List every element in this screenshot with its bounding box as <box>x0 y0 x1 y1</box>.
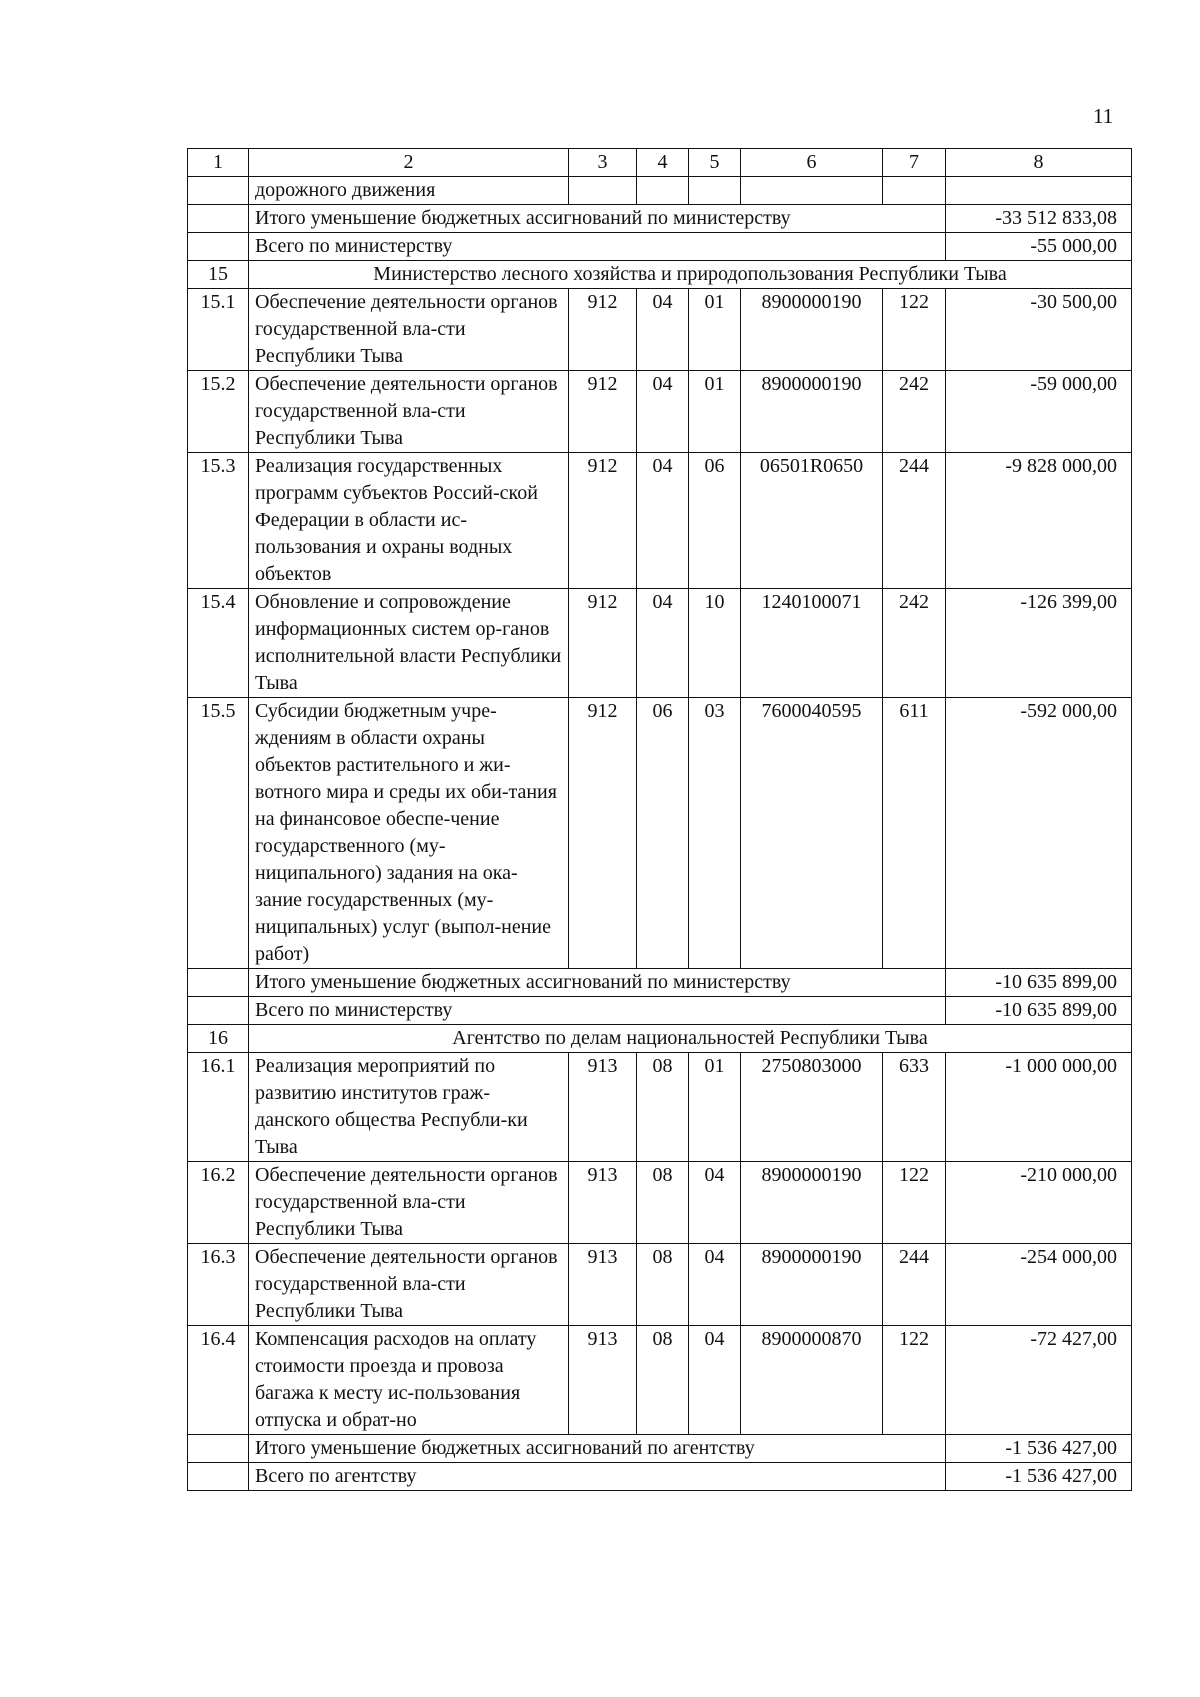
row-code-3: 912 <box>569 698 637 969</box>
row-code-3: 913 <box>569 1326 637 1435</box>
column-header-row <box>188 149 1132 177</box>
section-title: Агентство по делам национальностей Республики Тыва <box>249 1025 1132 1053</box>
row-code-4: 08 <box>637 1162 689 1244</box>
total-label: Всего по министерству <box>249 997 946 1025</box>
row-code-5: 04 <box>689 1244 741 1326</box>
column-header: 3 <box>569 149 637 177</box>
total-amount: -1 536 427,00 <box>946 1435 1132 1463</box>
row-code-6: 7600040595 <box>741 698 883 969</box>
total-row <box>188 969 1132 997</box>
row-name: Реализация государственных программ субъектов Россий-ской Федерации в области ис-пользования и охраны водных объектов <box>249 453 569 589</box>
row-code-5: 01 <box>689 371 741 453</box>
row-name: Обновление и сопровождение информационных систем ор-ганов исполнительной власти Республики Тыва <box>249 589 569 698</box>
column-header: 2 <box>249 149 569 177</box>
row-amount: -126 399,00 <box>946 589 1132 698</box>
column-header: 1 <box>188 149 249 177</box>
column-header: 8 <box>946 149 1132 177</box>
row-code-5: 01 <box>689 289 741 371</box>
row-code-3: 912 <box>569 371 637 453</box>
total-row <box>188 997 1132 1025</box>
row-name: Компенсация расходов на оплату стоимости проезда и провоза багажа к месту ис-пользования отпуска и обрат-но <box>249 1326 569 1435</box>
row-code-7: 242 <box>883 371 946 453</box>
total-amount: -55 000,00 <box>946 233 1132 261</box>
page-number: 11 <box>1093 104 1114 128</box>
row-code-6: 8900000190 <box>741 1244 883 1326</box>
row-code-6: 06501R0650 <box>741 453 883 589</box>
total-row <box>188 205 1132 233</box>
row-code-3: 912 <box>569 453 637 589</box>
row-code-3: 913 <box>569 1162 637 1244</box>
column-header: 7 <box>883 149 946 177</box>
row-code-7: 122 <box>883 289 946 371</box>
row-amount: -210 000,00 <box>946 1162 1132 1244</box>
table-row <box>188 1244 1132 1326</box>
table-row <box>188 289 1132 371</box>
row-code-7: 633 <box>883 1053 946 1162</box>
budget-table <box>187 148 1132 1491</box>
row-code-4: 06 <box>637 698 689 969</box>
column-header: 4 <box>637 149 689 177</box>
row-code-5: 10 <box>689 589 741 698</box>
row-code-4: 08 <box>637 1326 689 1435</box>
row-code-6: 8900000190 <box>741 1162 883 1244</box>
row-name: Обеспечение деятельности органов государственной вла-сти Республики Тыва <box>249 1244 569 1326</box>
row-name: Реализация мероприятий по развитию институтов граж-данского общества Республи-ки Тыва <box>249 1053 569 1162</box>
row-name: Обеспечение деятельности органов государственной вла-сти Республики Тыва <box>249 371 569 453</box>
row-code-7: 122 <box>883 1162 946 1244</box>
table-row <box>188 1053 1132 1162</box>
table-row <box>188 1326 1132 1435</box>
total-amount: -10 635 899,00 <box>946 969 1132 997</box>
row-code-6: 8900000190 <box>741 371 883 453</box>
row-code-7: 611 <box>883 698 946 969</box>
row-number: 16.2 <box>188 1162 249 1244</box>
row-amount: -592 000,00 <box>946 698 1132 969</box>
row-number: 16.4 <box>188 1326 249 1435</box>
section-title: Министерство лесного хозяйства и природопользования Республики Тыва <box>249 261 1132 289</box>
table-row <box>188 453 1132 589</box>
row-number: 15.1 <box>188 289 249 371</box>
row-code-5: 06 <box>689 453 741 589</box>
row-number: 15.4 <box>188 589 249 698</box>
row-code-7: 242 <box>883 589 946 698</box>
column-header: 6 <box>741 149 883 177</box>
row-code-4: 04 <box>637 371 689 453</box>
row-code-7: 122 <box>883 1326 946 1435</box>
table-row <box>188 1162 1132 1244</box>
column-header: 5 <box>689 149 741 177</box>
row-amount: -9 828 000,00 <box>946 453 1132 589</box>
row-code-3: 913 <box>569 1244 637 1326</box>
row-code-6: 8900000870 <box>741 1326 883 1435</box>
row-amount: -59 000,00 <box>946 371 1132 453</box>
total-row <box>188 233 1132 261</box>
row-amount: -72 427,00 <box>946 1326 1132 1435</box>
row-code-5: 04 <box>689 1326 741 1435</box>
row-code-7: 244 <box>883 1244 946 1326</box>
row-code-4: 04 <box>637 289 689 371</box>
section-header-row <box>188 1025 1132 1053</box>
row-code-4: 08 <box>637 1244 689 1326</box>
continuation-text: дорожного движения <box>249 177 569 205</box>
total-row <box>188 1435 1132 1463</box>
row-code-5: 04 <box>689 1162 741 1244</box>
total-amount: -10 635 899,00 <box>946 997 1132 1025</box>
total-label: Итого уменьшение бюджетных ассигнований по агентству <box>249 1435 946 1463</box>
row-code-5: 01 <box>689 1053 741 1162</box>
table-row <box>188 371 1132 453</box>
row-code-7: 244 <box>883 453 946 589</box>
total-amount: -33 512 833,08 <box>946 205 1132 233</box>
row-code-6: 1240100071 <box>741 589 883 698</box>
row-code-3: 912 <box>569 589 637 698</box>
row-code-4: 04 <box>637 589 689 698</box>
row-name: Обеспечение деятельности органов государственной вла-сти Республики Тыва <box>249 289 569 371</box>
row-name: Обеспечение деятельности органов государственной вла-сти Республики Тыва <box>249 1162 569 1244</box>
row-code-3: 912 <box>569 289 637 371</box>
continuation-row <box>188 177 1132 205</box>
total-label: Итого уменьшение бюджетных ассигнований по министерству <box>249 205 946 233</box>
row-amount: -1 000 000,00 <box>946 1053 1132 1162</box>
table-row <box>188 698 1132 969</box>
row-amount: -254 000,00 <box>946 1244 1132 1326</box>
row-number: 15.3 <box>188 453 249 589</box>
row-code-6: 8900000190 <box>741 289 883 371</box>
row-code-4: 04 <box>637 453 689 589</box>
row-code-3: 913 <box>569 1053 637 1162</box>
row-name: Субсидии бюджетным учре-ждениям в области охраны объектов растительного и жи-вотного мира и среды их оби-тания на финансовое обеспе-чение государственного (му-ниципального) задания на ока-зание государственных (му-ниципальных) услуг (выпол-нение работ) <box>249 698 569 969</box>
row-number: 16.1 <box>188 1053 249 1162</box>
table-row <box>188 589 1132 698</box>
total-label: Всего по министерству <box>249 233 946 261</box>
row-code-6: 2750803000 <box>741 1053 883 1162</box>
total-row <box>188 1463 1132 1491</box>
section-number: 15 <box>188 261 249 289</box>
section-header-row <box>188 261 1132 289</box>
row-number: 16.3 <box>188 1244 249 1326</box>
row-number: 15.2 <box>188 371 249 453</box>
total-amount: -1 536 427,00 <box>946 1463 1132 1491</box>
row-number: 15.5 <box>188 698 249 969</box>
row-code-5: 03 <box>689 698 741 969</box>
section-number: 16 <box>188 1025 249 1053</box>
row-amount: -30 500,00 <box>946 289 1132 371</box>
total-label: Всего по агентству <box>249 1463 946 1491</box>
total-label: Итого уменьшение бюджетных ассигнований по министерству <box>249 969 946 997</box>
row-code-4: 08 <box>637 1053 689 1162</box>
